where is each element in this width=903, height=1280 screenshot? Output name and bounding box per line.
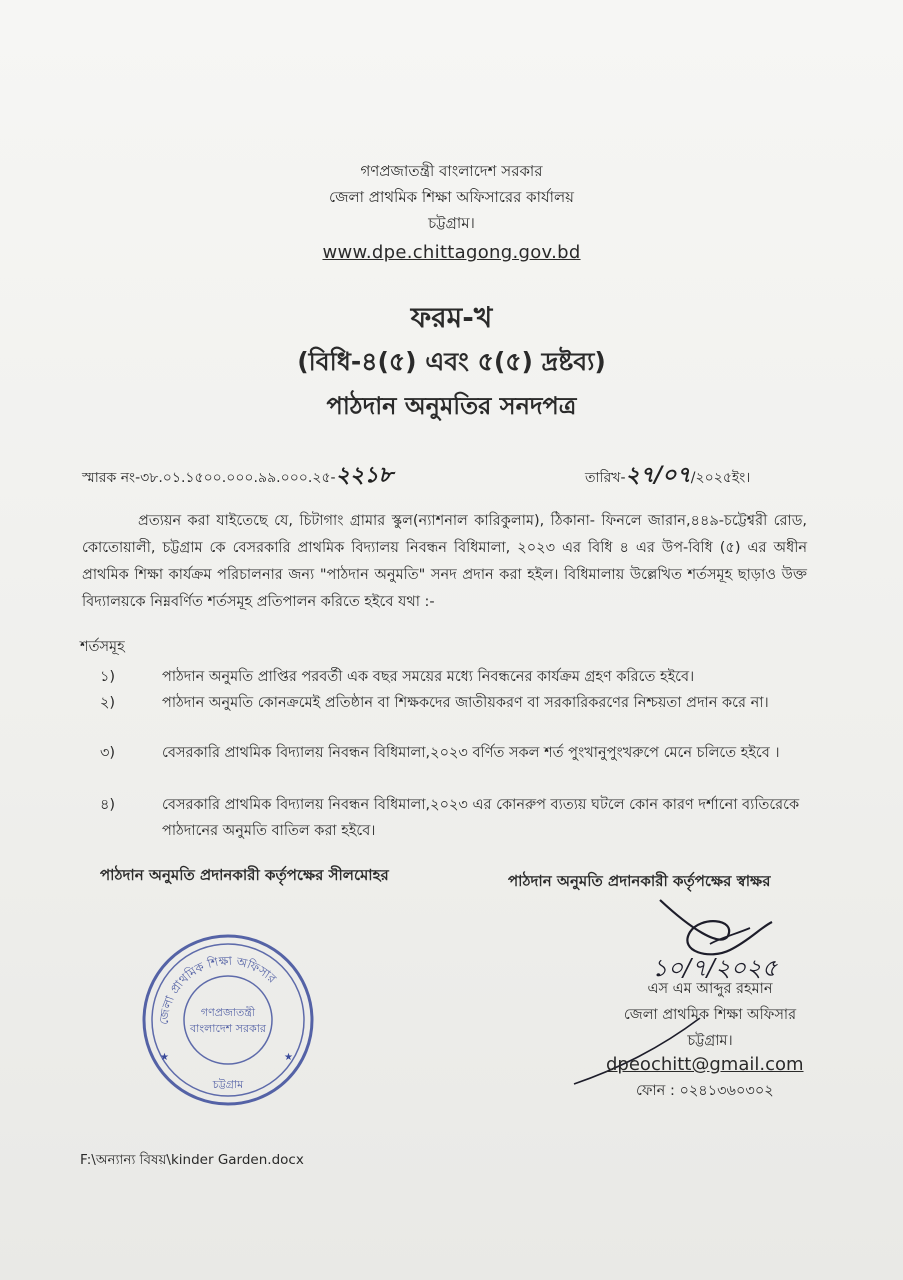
header-government: গণপ্রজাতন্ত্রী বাংলাদেশ সরকার	[360, 162, 543, 180]
condition-number: ২)	[100, 695, 116, 711]
star-icon: ★	[160, 1052, 169, 1063]
condition-text: পাঠদান অনুমতি কোনক্রমেই প্রতিষ্ঠান বা শিক্ষকদের জাতীয়করণ বা সরকারিকরণের নিশ্চয়তা প্রদান করে না।	[162, 695, 769, 711]
memo-number	[82, 458, 393, 495]
stamp-inner-line2: বাংলাদেশ সরকার	[190, 1022, 266, 1035]
form-heading: পাঠদান অনুমতির সনদপত্র	[326, 392, 577, 420]
header-office: জেলা প্রাথমিক শিক্ষা অফিসারের কার্যালয়	[328, 188, 575, 206]
signature-date: ১০/৭/২০২৫	[652, 954, 778, 982]
star-icon: ★	[284, 1052, 293, 1063]
header-website: www.dpe.chittagong.gov.bd	[322, 242, 581, 263]
date-suffix: /২০২৫ইং।	[690, 470, 751, 486]
stamp-outer-text: জেলা প্রাথমিক শিক্ষা অফিসার	[156, 953, 280, 1026]
memo-handwritten-number: ২২১৮	[335, 462, 393, 488]
date-handwritten: ২৭/০৭	[625, 462, 691, 488]
official-seal-stamp	[138, 930, 318, 1110]
officer-name: এস এম আব্দুর রহমান	[647, 981, 773, 997]
condition-text: বেসরকারি প্রাথমিক বিদ্যালয় নিবন্ধন বিধিমালা,২০২৩ এর কোনরুপ ব্যত্যয় ঘটলে কোন কারণ দর্শানো ব্যতিরেকে পাঠদানের অনুমতি বাতিল করা হইবে।	[162, 797, 800, 839]
condition-number: ৪)	[100, 797, 116, 813]
date-label: তারিখ-	[585, 470, 626, 486]
condition-number: ১)	[100, 669, 116, 685]
condition-text: পাঠদান অনুমতি প্রাপ্তির পরবর্তী এক বছর সময়ের মধ্যে নিবন্ধনের কার্যক্রম গ্রহণ করিতে হইবে।	[162, 669, 695, 685]
condition-text: বেসরকারি প্রাথমিক বিদ্যালয় নিবন্ধন বিধিমালা,২০২৩ বর্ণিত সকল শর্ত পুংখানুপুংখরুপে মেনে চলিতে হইবে ।	[162, 745, 780, 761]
certificate-paragraph	[82, 508, 807, 616]
stamp-inner-line1: গণপ্রজাতন্ত্রী	[200, 1006, 256, 1019]
seal-label: পাঠদান অনুমতি প্রদানকারী কর্তৃপক্ষের সীলমোহর	[100, 866, 389, 884]
stamp-bottom-text: চট্টগ্রাম	[212, 1078, 244, 1091]
conditions-title: শর্তসমূহ	[80, 639, 125, 655]
officer-email: dpeochitt@gmail.com	[606, 1054, 804, 1075]
signature-label: পাঠদান অনুমতি প্রদানকারী কর্তৃপক্ষের স্বাক্ষর	[508, 872, 771, 890]
issue-date	[585, 458, 750, 495]
officer-designation: জেলা প্রাথমিক শিক্ষা অফিসার	[623, 1007, 797, 1023]
officer-location: চট্টগ্রাম।	[687, 1033, 733, 1049]
officer-phone: ফোন : ০২৪১৩৬০৩০২	[636, 1083, 774, 1099]
form-title: ফরম-খ	[410, 301, 493, 334]
form-subtitle: (বিধি-৪(৫) এবং ৫(৫) দ্রষ্টব্য)	[297, 347, 606, 376]
header-city: চট্টগ্রাম।	[428, 214, 475, 232]
memo-prefix: স্মারক নং-৩৮.০১.১৫০০.০০০.৯৯.০০০.২৫-	[82, 470, 336, 486]
condition-number: ৩)	[100, 745, 116, 761]
file-path: F:\অন্যান্য বিষয়\kinder Garden.docx	[80, 1152, 304, 1168]
certificate-text: প্রত্যয়ন করা যাইতেছে যে, চিটাগাং গ্রামার স্কুল(ন্যাশনাল কারিকুলাম), ঠিকানা- ফিনলে জারান,৪৪৯-চট্টেশ্বরী রোড, কোতোয়ালী, চট্টগ্রাম কে বেসরকারি প্রাথমিক বিদ্যালয় নিবন্ধন বিধিমালা, ২০২৩ এর বিধি ৪ এর উপ-বিধি (৫) এর অধীন প্রাথমিক শিক্ষা কার্যক্রম পরিচালনার জন্য "পাঠদান অনুমতি" সনদ প্রদান করা হইল। বিধিমালায় উল্লেখিত শর্তসমূহ ছাড়াও উক্ত বিদ্যালয়কে নিম্নবর্ণিত শর্তসমূহ প্রতিপালন করিতে হইবে যথা :-	[82, 513, 807, 610]
